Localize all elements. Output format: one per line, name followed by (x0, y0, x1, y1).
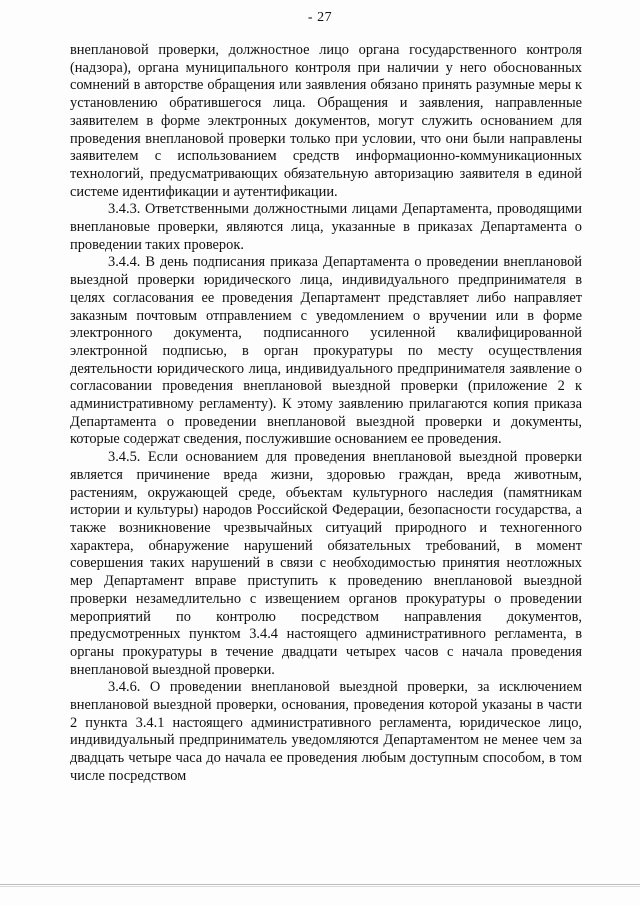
document-body (70, 42, 582, 786)
paragraph-3-4-4: 3.4.4. В день подписания приказа Департамента о проведении внеплановой выездной проверки юридического лица, индивидуального предпринимателя в целях согласования ее проведения Департамент представляет либо направляет заказным почтовым отправлением с уведомлением о вручении или в форме электронного документа, подписанного усиленной квалифицированной электронной подписью, в орган прокуратуры по месту осуществления деятельности юридического лица, индивидуального предпринимателя заявление о согласовании проведения внеплановой выездной проверки (приложение 2 к административному регламенту). К этому заявлению прилагаются копия приказа Департамента о проведении внеплановой выездной проверки и документы, которые содержат сведения, послужившие основанием ее проведения. (70, 254, 582, 448)
paragraph-3-4-6: 3.4.6. О проведении внеплановой выездной проверки, за исключением внеплановой выездной проверки, основания, проведения которой указаны в части 2 пункта 3.4.1 настоящего административного регламента, юридическое лицо, индивидуальный предприниматель уведомляются Департаментом не менее чем за двадцать четыре часа до начала ее проведения любым доступным способом, в том числе посредством (70, 679, 582, 784)
paragraph-continuation: внеплановой проверки, должностное лицо органа государственного контроля (надзора), органа муниципального контроля при наличии у него обоснованных сомнений в авторстве обращения или заявления обязано принять разумные меры к установлению обратившегося лица. Обращения и заявления, направленные заявителем в форме электронных документов, могут служить основанием для проведения внеплановой проверки только при условии, что они были направлены заявителем с использованием средств информационно-коммуникационных технологий, предусматривающих обязательную авторизацию заявителя в единой системе идентификации и аутентификации. (70, 42, 582, 200)
scan-bottom-edge (0, 884, 640, 885)
paragraph-3-4-5: 3.4.5. Если основанием для проведения внеплановой выездной проверки является причинение вреда жизни, здоровью граждан, вреда животным, растениям, окружающей среде, объектам культурного наследия (памятникам истории и культуры) народов Российской Федерации, безопасности государства, а также возникновение чрезвычайных ситуаций природного и техногенного характера, обнаружение нарушений обязательных требований, в момент совершения таких нарушений в связи с необходимостью принятия неотложных мер Департамент вправе приступить к проведению внеплановой выездной проверки незамедлительно с извещением органов прокуратуры о проведении мероприятий по контролю посредством направления документов, предусмотренных пунктом 3.4.4 настоящего административного регламента, в органы прокуратуры в течение двадцати четырех часов с начала проведения внеплановой выездной проверки. (70, 449, 582, 678)
page-number: - 27 (307, 10, 333, 25)
paragraph-3-4-3: 3.4.3. Ответственными должностными лицами Департамента, проводящими внеплановые проверки, являются лица, указанные в приказах Департамента о проведении таких проверок. (70, 201, 582, 253)
scan-bottom-edge-shadow (0, 886, 640, 887)
